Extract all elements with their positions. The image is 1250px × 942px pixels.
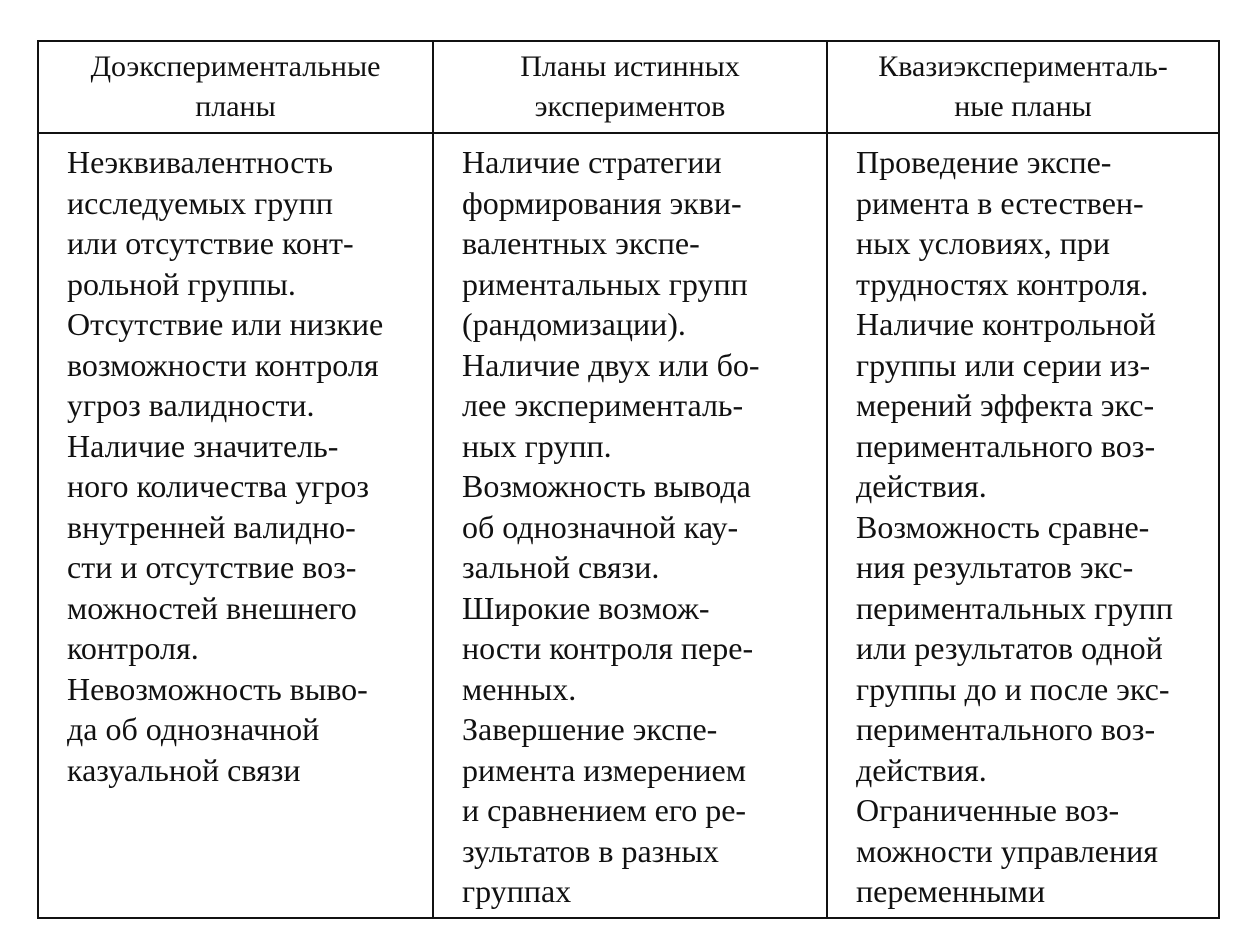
cell-pre-experimental (39, 133, 433, 917)
comparison-table-frame (37, 40, 1220, 919)
header-quasi-experimental-text: Квазиэксперименталь- ные планы (878, 50, 1168, 123)
header-true-experimental (433, 42, 827, 133)
pre-experimental-point-4: Невозможность выво- да об однозначной казуальной связи (67, 670, 368, 788)
true-experimental-point-5: Завершение экспе- римента измерением и сравнением его ре- зультатов в разных группах (462, 711, 747, 909)
quasi-experimental-point-4: Ограниченные воз- можности управления переменными (856, 792, 1158, 909)
header-pre-experimental-text: Доэкспериментальные планы (90, 50, 381, 123)
quasi-experimental-point-1: Проведение экспе- римента в естествен- ных условиях, при трудностях контроля. (856, 144, 1149, 302)
experimental-plans-table (39, 42, 1218, 917)
header-row (39, 42, 1218, 133)
true-experimental-point-4: Широкие возмож- ности контроля пере- менных. (462, 589, 754, 707)
body-row (39, 133, 1218, 917)
true-experimental-point-2: Наличие двух или бо- лее эксперименталь- ных групп. (462, 346, 760, 464)
header-true-experimental-text: Планы истинных экспериментов (520, 50, 740, 123)
quasi-experimental-point-3: Возможность сравне- ния результатов экс- периментальных групп или результатов одной группы до и после экс- периментального воз- действия. (856, 508, 1174, 788)
pre-experimental-point-1: Неэквивалентность исследуемых групп или отсутствие конт- рольной группы. (67, 144, 354, 302)
cell-true-experimental (433, 133, 827, 917)
pre-experimental-point-2: Отсутствие или низкие возможности контроля угроз валидности. (67, 306, 384, 423)
quasi-experimental-point-2: Наличие контрольной группы или серии из- мерений эффекта экс- периментального воз- действия. (856, 306, 1156, 504)
true-experimental-point-3: Возможность вывода об однозначной кау- зальной связи. (462, 468, 751, 585)
header-quasi-experimental (827, 42, 1218, 133)
cell-quasi-experimental (827, 133, 1218, 917)
pre-experimental-point-3: Наличие значитель- ного количества угроз внутренней валидно- сти и отсутствие воз- можностей внешнего контроля. (67, 427, 369, 666)
true-experimental-point-1: Наличие стратегии формирования экви- валентных экспе- риментальных групп (рандомизации). (462, 144, 748, 342)
header-pre-experimental (39, 42, 433, 133)
